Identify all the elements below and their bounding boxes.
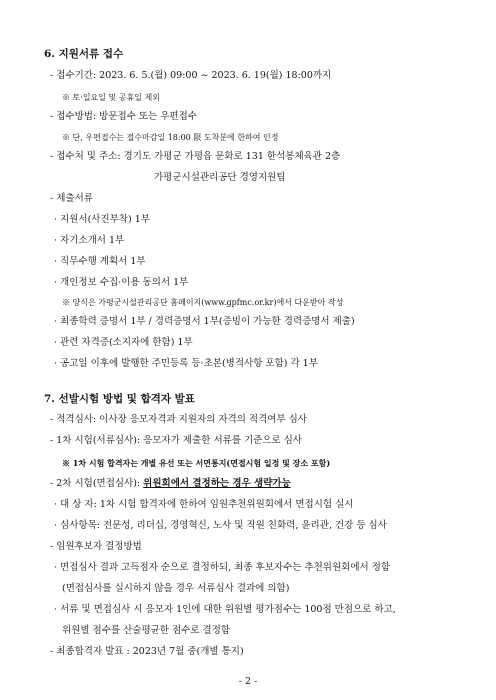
document-item: · 최종학력 증명서 1부 / 경력증명서 1부(증빙이 가능한 경력증명서 제출) — [54, 316, 355, 327]
documents-note: ※ 양식은 가평군시설관리공단 홈페이지(www.gpfmc.or.kr)에서 다운받아 작성 — [62, 298, 344, 307]
page-number: - 2 - — [238, 676, 258, 687]
application-method: - 접수방법: 방문접수 또는 우편접수 — [50, 111, 197, 122]
document-item: · 관련 자격증(소지자에 한함) 1부 — [54, 337, 193, 348]
section-6-heading: 6. 지원서류 접수 — [44, 48, 124, 60]
first-round-note: ※ 1차 시험 합격자는 개별 유선 또는 서면통지(면접시험 일정 및 장소 포함) — [62, 458, 331, 468]
final-announcement: - 최종합격자 발표 : 2023년 7월 중(개별 통지) — [50, 646, 244, 657]
second-round-condition: 위원회에서 결정하는 경우 생략가능 — [143, 478, 291, 489]
document-item: · 개인정보 수집·이용 동의서 1부 — [54, 277, 189, 288]
period-note: ※ 토·일요일 및 공휴일 제외 — [62, 93, 160, 102]
decision-method-2-cont: 위원별 점수를 산술평균한 점수로 결정함 — [62, 625, 231, 636]
section-7-heading: 7. 선발시험 방법 및 합격자 발표 — [44, 393, 195, 405]
interview-target: · 대 상 자: 1차 시험 합격자에 한하여 임원추천위원회에서 면접시험 실시 — [54, 499, 354, 510]
eligibility-screening: - 적격심사: 이사장 응모자격과 지원자의 자격의 적격여부 심사 — [50, 414, 307, 425]
document-item: · 공고일 이후에 발행한 주민등록 등·초본(병적사항 포함) 각 1부 — [54, 358, 318, 369]
application-period: - 접수기간: 2023. 6. 5.(월) 09:00 ~ 2023. 6. 19(월) 18:00까지 — [50, 70, 332, 81]
method-note: ※ 단, 우편접수는 접수마감일 18:00 限 도착분에 한하여 인정 — [62, 133, 279, 142]
second-round-label: - 2차 시험(면접심사): — [50, 478, 144, 489]
decision-method-1-cont: (면접심사를 실시하지 않을 경우 서류심사 결과에 의함) — [62, 583, 290, 594]
decision-method-1: · 면접심사 결과 고득점자 순으로 결정하되, 최종 후보자수는 추천위원회에서 정함 — [54, 562, 391, 573]
decision-method-label: - 임원후보자 결정방법 — [50, 541, 142, 552]
interview-criteria: · 심사항목: 전문성, 리더십, 경영혁신, 노사 및 직원 친화력, 윤리관, 건강 등 심사 — [54, 520, 387, 531]
document-item: · 직무수행 계획서 1부 — [54, 256, 146, 267]
document-item: · 지원서(사진부착) 1부 — [54, 214, 150, 225]
document-item: · 자기소개서 1부 — [54, 235, 125, 246]
documents-label: - 제출서류 — [50, 193, 93, 204]
first-round-exam: - 1차 시험(서류심사): 응모자가 제출한 서류를 기준으로 심사 — [50, 435, 303, 446]
application-address: - 접수처 및 주소: 경기도 가평군 가평읍 문화로 131 한석봉체육관 2층 — [50, 151, 341, 162]
second-round-exam — [50, 478, 291, 490]
decision-method-2: · 서류 및 면접심사 시 응모자 1인에 대한 위원별 평가점수는 100점 만점으로 하고, — [54, 604, 396, 615]
application-address-team: 가평군시설관리공단 경영지원팀 — [154, 172, 286, 183]
